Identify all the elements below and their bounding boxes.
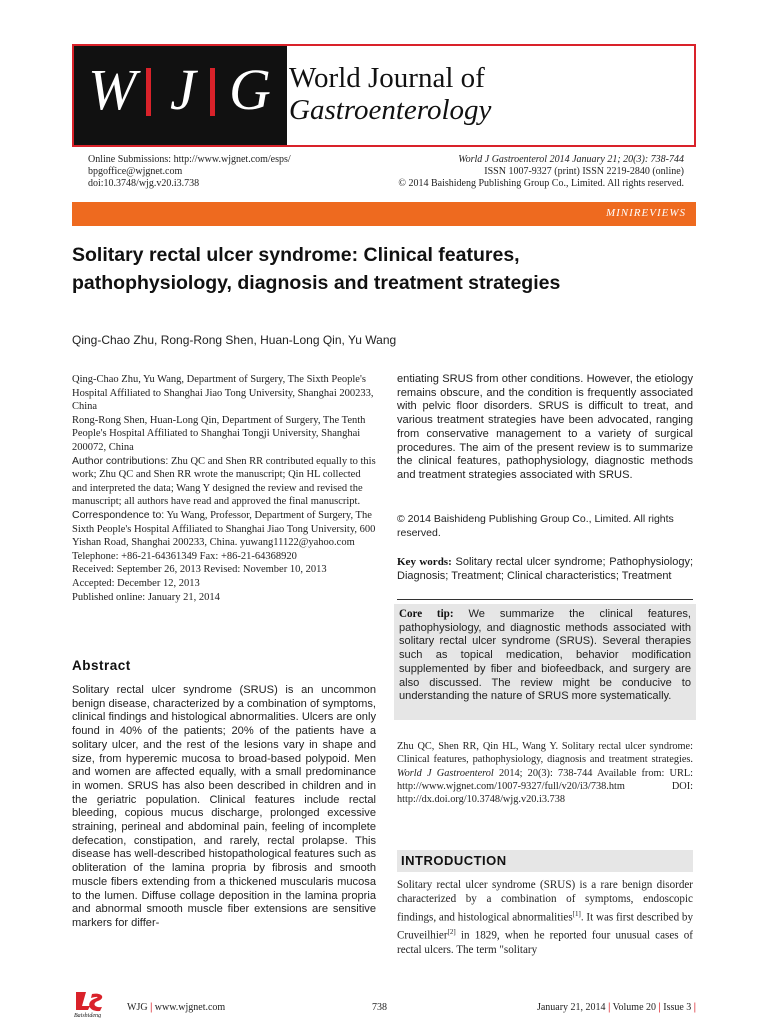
footer-issue: January 21, 2014 | Volume 20 | Issue 3 | [536,1002,696,1013]
logo-letter-g: G [229,57,271,122]
contributions-label: Author contributions: [72,454,169,467]
accepted-date: Accepted: December 12, 2013 [72,577,200,589]
intro-text: . It was first described by Cruveilhier [397,911,694,942]
core-tip-label: Core tip: [399,608,454,620]
page-number: 738 [372,1002,387,1013]
page-footer [72,990,696,1018]
divider [397,599,693,600]
received-date: Received: September 26, 2013 Revised: November 10, 2013 [72,564,327,576]
section-label: MINIREVIEWS [605,207,686,219]
abstract-copyright: © 2014 Baishideng Publishing Group Co., Limited. All rights reserved. [397,513,674,539]
keywords [397,556,693,583]
intro-text: in 1829, when he reported four unusual cases of rectal ulcers. The term "solitary [397,929,693,956]
footer-website[interactable]: www.wjgnet.com [154,1002,226,1013]
journal-title-line2: Gastroenterology [289,94,492,126]
abstract-continuation: entiating SRUS from other conditions. However, the etiology remains obscure, and the condition is frequently associated with pelvic floor disorders. SRUS is difficult to treat, and various treatment strategies have been advocated, ranging from conservative management to a variety of surgical procedures. The aim of the present review is to summarize the clinical features, pathophysiology, diagnostic methods and treatment strategies associated with SRUS. [397,373,693,481]
correspondence [72,509,376,550]
keywords-text: Solitary rectal ulcer syndrome; Pathophysiology; Diagnosis; Treatment; Clinical characteristics; Treatment [397,556,694,582]
article-front-matter [72,373,376,604]
office-email[interactable]: bpgoffice@wjgnet.com [88,166,183,177]
logo-text: Baishideng [74,1013,101,1018]
footer-journal: WJG | www.wjgnet.com [127,1002,226,1013]
contributions-text: Zhu QC and Shen RR contributed equally to this work; Zhu QC and Shen RR wrote the manuscript; Qin HL collected and interpreted the data; Wang Y designed the review and revised the manuscript; all authors have read and approved the final manuscript. [72,455,376,508]
submission-url[interactable]: Online Submissions: http://www.wjgnet.com/esps/ [88,154,291,165]
article-title: Solitary rectal ulcer syndrome: Clinical features, pathophysiology, diagnosis and treatment strategies [72,244,561,294]
logo-letter-w: W [88,57,137,122]
affiliation: Rong-Rong Shen, Huan-Long Qin, Department of Surgery, The Tenth People's Hospital Affiliated to Shanghai Tongji University, Shanghai 200072, China [72,414,366,453]
section-bar [72,202,696,226]
baishideng-logo-icon [72,990,112,1018]
author-list: Qing-Chao Zhu, Rong-Rong Shen, Huan-Long Qin, Yu Wang [72,333,397,347]
telephone: Telephone: +86-21-64361349 Fax: +86-21-64368920 [72,550,297,562]
introduction-text [397,878,693,957]
journal-issue: World J Gastroenterol 2014 January 21; 20(3): 738-744 [458,154,684,165]
core-tip-box [394,604,696,720]
reference-2[interactable]: [2] [447,927,456,936]
journal-title [289,62,491,126]
citation-main: Zhu QC, Shen RR, Qin HL, Wang Y. Solitary rectal ulcer syndrome: Clinical features, pathophysiology, diagnosis and treatment strategies. [397,741,693,766]
wjg-logo [74,46,287,145]
journal-masthead [72,44,696,147]
abstract-text: Solitary rectal ulcer syndrome (SRUS) is an uncommon benign disease, characterized by a combination of symptoms, clinical findings and histological abnormalities. Ulcers are only found in 40% of the patients; 20% of the patients have a solitary ulcer, and the rest of the lesions vary in shape and size, from hyperemic mucosa to broad-based polypoid. Men and women are affected equally, with a small predominance in women. SRUS has also been described in children and in the geriatric population. Clinical features include rectal bleeding, copious mucus discharge, prolonged excessive straining, perineal and abdominal pain, feeling of incomplete defecation, constipation, and rarely, rectal prolapse. This disease has well-described histopathological features such as obliteration of the lamina propria by fibrosis and smooth muscle fibers extending from a thickened muscularis mucosa to the lumen. Diffuse collage deposition in the lamina propria and abnormal smooth muscle fiber extensions are sensitive markers for differ- [72,684,376,929]
author-contributions [72,455,376,509]
footer-journal-abbrev: WJG [127,1002,148,1013]
keywords-label: Key words: [397,556,452,568]
submission-info [88,154,378,190]
logo-separator [146,68,151,116]
introduction-bar [397,850,693,872]
publisher-logo [72,990,112,1018]
intro-text: Solitary rectal ulcer syndrome (SRUS) is a rare benign disorder characterized by a combination of symptoms, endoscopic findings, and histological abnormalities [397,879,693,924]
doi: doi:10.3748/wjg.v20.i3.738 [88,178,200,189]
footer-volume: Volume 20 [612,1002,657,1013]
footer-date: January 21, 2014 [536,1002,606,1013]
issn: ISSN 1007-9327 (print) ISSN 2219-2840 (online) [484,166,684,177]
correspondence-label: Correspondence to: [72,508,165,521]
reference-1[interactable]: [1] [572,909,581,918]
correspondence-text: Yu Wang, Professor, Department of Surgery, The Sixth People's Hospital Affiliated to Shanghai Jiao Tong University, 600 Yishan Road, Shanghai 200233, China. yuwang11122@yahoo.com [72,509,376,549]
citation-block [397,740,693,806]
footer-issue-number: Issue 3 [663,1002,692,1013]
published-date: Published online: January 21, 2014 [72,591,220,603]
journal-title-line1: World Journal of [289,62,485,94]
citation-journal: World J Gastroenterol [397,767,494,779]
citation-rest[interactable]: 2014; 20(3): 738-744 Available from: URL: http://www.wjgnet.com/1007-9327/full/v20/i3/738.htm DOI: http://dx.doi.org/10.3748/wjg.v20.i3.738 [397,767,694,806]
core-tip-text: We summarize the clinical features, pathophysiology, and diagnostic methods associated with solitary rectal ulcer syndrome (SRUS). Several therapies such as topical medication, behavior modification supplemented by fiber and biofeedback, and surgery are also discussed. The review might be conducive to understanding the nature of SRUS more systematically. [399,608,691,703]
journal-citation-info [384,154,684,190]
introduction-heading: INTRODUCTION [401,853,507,868]
journal-copyright: © 2014 Baishideng Publishing Group Co., Limited. All rights reserved. [398,178,684,189]
logo-separator [210,68,215,116]
logo-letter-j: J [170,57,196,122]
abstract-heading: Abstract [72,658,131,673]
affiliation: Qing-Chao Zhu, Yu Wang, Department of Surgery, The Sixth People's Hospital Affiliated to Shanghai Jiao Tong University, Shanghai 200233, China [72,374,374,413]
